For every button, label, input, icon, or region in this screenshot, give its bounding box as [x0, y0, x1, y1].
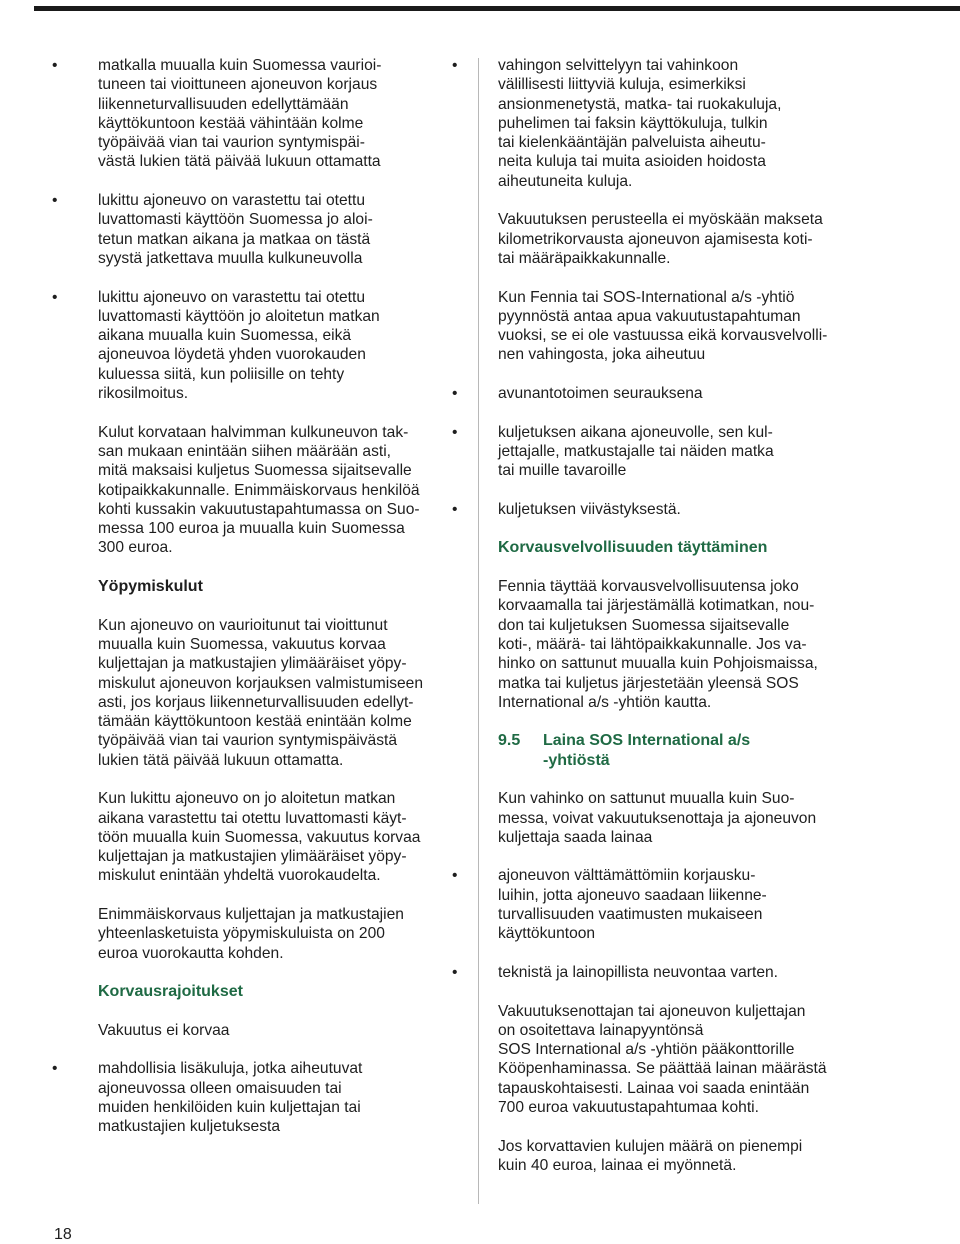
- accommodation-heading: Yöpymiskulut: [98, 578, 203, 596]
- right-bullet-list-3: [452, 866, 860, 982]
- right-column: [452, 56, 860, 1175]
- list-item: [452, 866, 860, 943]
- bullet-icon: •: [452, 500, 458, 518]
- list-item: [452, 384, 860, 403]
- page-number: 18: [54, 1226, 72, 1243]
- costs-paragraph: Kulut korvataan halvimman kulkuneuvon tak- san mukaan enintään siihen määrään asti, mitä maksaisi kuljetus Suomessa sijaitsevalle kotipaikkakunnalle. Enimmäiskorvaus henkilöä kohti kussakin vakuutustapahtumassa on Suo- messa 100 euroa ja muualla kuin Suomessa 300 euroa.: [98, 423, 420, 557]
- bullet-text: kuljetuksen aikana ajoneuvolle, sen kul- jettajalle, matkustajalle tai näiden matka tai muille tavaroille: [498, 423, 774, 480]
- bullet-icon: •: [452, 57, 458, 74]
- bullet-text: lukittu ajoneuvo on varastettu tai otettu luvattomasti käyttöön jo aloitetun matkan aikana muualla kuin Suomessa, eikä ajoneuvoa löydetä yhden vuorokauden kuluessa siitä, kun poliisille on tehty rikosilmoitus.: [98, 288, 380, 403]
- column-divider: [478, 58, 479, 1204]
- bullet-icon: •: [52, 192, 58, 210]
- list-item: [52, 191, 460, 268]
- bullet-text: matkalla muualla kuin Suomessa vaurioi- tuneen tai vioittuneen ajoneuvon korjaus liikenneturvallisuuden edellyttämään käyttökuntoon kestää vähintään kolme työpäivää vian tai vaurion syntymispäi- västä lukien tätä päivää lukuun ottamatta: [98, 57, 382, 171]
- loan-heading: [498, 731, 860, 770]
- bullet-text: kuljetuksen viivästyksestä.: [498, 500, 681, 518]
- list-item: [52, 1059, 460, 1136]
- list-item: [452, 500, 860, 519]
- bullet-text: mahdollisia lisäkuluja, jotka aiheutuvat ajoneuvossa olleen omaisuuden tai muiden henkilöiden kuin kuljettajan tai matkustajien kuljetuksesta: [98, 1060, 363, 1136]
- left-bullet-list-2: [52, 1059, 460, 1136]
- bullet-icon: •: [52, 57, 58, 74]
- right-bullet-list-2: [452, 384, 860, 519]
- bullet-icon: •: [452, 423, 458, 441]
- top-rule: [34, 6, 960, 11]
- right-bullet-list-1: [452, 56, 860, 191]
- fennia-paragraph: Kun Fennia tai SOS-International a/s -yhtiö pyynnöstä antaa apua vakuutustapahtuman vuoksi, se ei ole vastuussa eikä korvausvelvolli- nen vahingosta, joka aiheutuu: [498, 288, 828, 364]
- bullet-text: vahingon selvittelyyn tai vahinkoon välillisesti liittyviä kuluja, esimerkiksi ansionmenetystä, matka- tai ruokakuluja, puhelimen tai faksin käyttökuluja, tulkin tai kielenkääntäjän palveluista aiheutu- neita kuluja tai muita asioiden hoidosta aiheutuneita kuluja.: [498, 57, 782, 190]
- list-item: [452, 423, 860, 481]
- left-bullet-list-1: [52, 56, 460, 403]
- obligation-heading: Korvausvelvollisuuden täyttäminen: [498, 539, 768, 557]
- bullet-icon: •: [452, 867, 458, 885]
- limits-heading: Korvausrajoitukset: [98, 983, 243, 1001]
- bullet-icon: •: [52, 1060, 58, 1078]
- bullet-text: teknistä ja lainopillista neuvontaa varten.: [498, 963, 778, 981]
- list-item: [452, 963, 860, 982]
- loan-heading-text: Laina SOS International a/s -yhtiöstä: [543, 732, 751, 769]
- list-item: [52, 288, 460, 404]
- accommodation-paragraph-1: Kun ajoneuvo on vaurioitunut tai vioittunut muualla kuin Suomessa, vakuutus korvaa kuljettajan ja matkustajien ylimääräiset yöpy- miskulut ajoneuvon korjauksen valmistumiseen asti, jos korjaus liikenneturvallisuuden edellyt- tämään käyttökuntoon kestää enintään kolme työpäivää vian tai vaurion syntymispäivästä lukien tätä päivää lukuun ottamatta.: [98, 616, 424, 769]
- list-item: [452, 56, 860, 191]
- accommodation-paragraph-2: Kun lukittu ajoneuvo on jo aloitetun matkan aikana varastettu tai otettu luvattomasti käyt- töön muualla kuin Suomessa, vakuutus korvaa kuljettajan ja matkustajien ylimääräiset yöpy- miskulut enintään yhdeltä vuorokaudelta.: [98, 790, 421, 885]
- bullet-text: lukittu ajoneuvo on varastettu tai otettu luvattomasti käyttöön Suomessa jo aloi- tetun matkan aikana ja matkaa on tästä syystä jatkettava muulla kulkuneuvolla: [98, 192, 373, 267]
- bullet-icon: •: [52, 288, 58, 306]
- list-item: [52, 56, 460, 172]
- mileage-paragraph: Vakuutuksen perusteella ei myöskään makseta kilometrikorvausta ajoneuvon ajamisesta koti- tai määräpaikkakunnalle.: [498, 211, 823, 267]
- bullet-text: ajoneuvon välttämättömiin korjausku- luihin, jotta ajoneuvo saadaan liikenne- turvallisuuden vaatimusten mukaiseen käyttökuntoon: [498, 867, 767, 943]
- loan-paragraph-2: Vakuutuksenottajan tai ajoneuvon kuljettajan on osoitettava lainapyyntönsä SOS International a/s -yhtiön pääkonttorille Kööpenhaminassa. Se päättää lainan määrästä tapauskohtaisesti. Lainaa voi saada enintään 700 euroa vakuutustapahtumaa kohti.: [498, 1002, 827, 1117]
- section-number: 9.5: [498, 732, 521, 750]
- bullet-text: avunantotoimen seurauksena: [498, 385, 703, 403]
- accommodation-paragraph-3: Enimmäiskorvaus kuljettajan ja matkustajien yhteenlasketuista yöpymiskuluista on 200 euroa vuorokautta kohden.: [98, 906, 404, 962]
- loan-paragraph-1: Kun vahinko on sattunut muualla kuin Suo- messa, voivat vakuutuksenottaja ja ajoneuvon kuljettaja saada lainaa: [498, 790, 817, 846]
- obligation-paragraph: Fennia täyttää korvausvelvollisuutensa joko korvaamalla tai järjestämällä kotimatkan, nou- don tai kuljetuksen Suomessa sijaitsevalle koti-, määrä- tai lähtöpaikkakunnalle. Jos va- hinko on sattunut muualla kuin Pohjoismaissa, matka tai kuljetus järjestetään yleensä SOS International a/s -yhtiön kautta.: [498, 578, 818, 711]
- bullet-icon: •: [452, 963, 458, 981]
- bullet-icon: •: [452, 385, 458, 403]
- left-column: [52, 56, 460, 1137]
- loan-paragraph-3: Jos korvattavien kulujen määrä on pienempi kuin 40 euroa, lainaa ei myönnetä.: [498, 1137, 803, 1174]
- limits-paragraph: Vakuutus ei korvaa: [98, 1021, 230, 1039]
